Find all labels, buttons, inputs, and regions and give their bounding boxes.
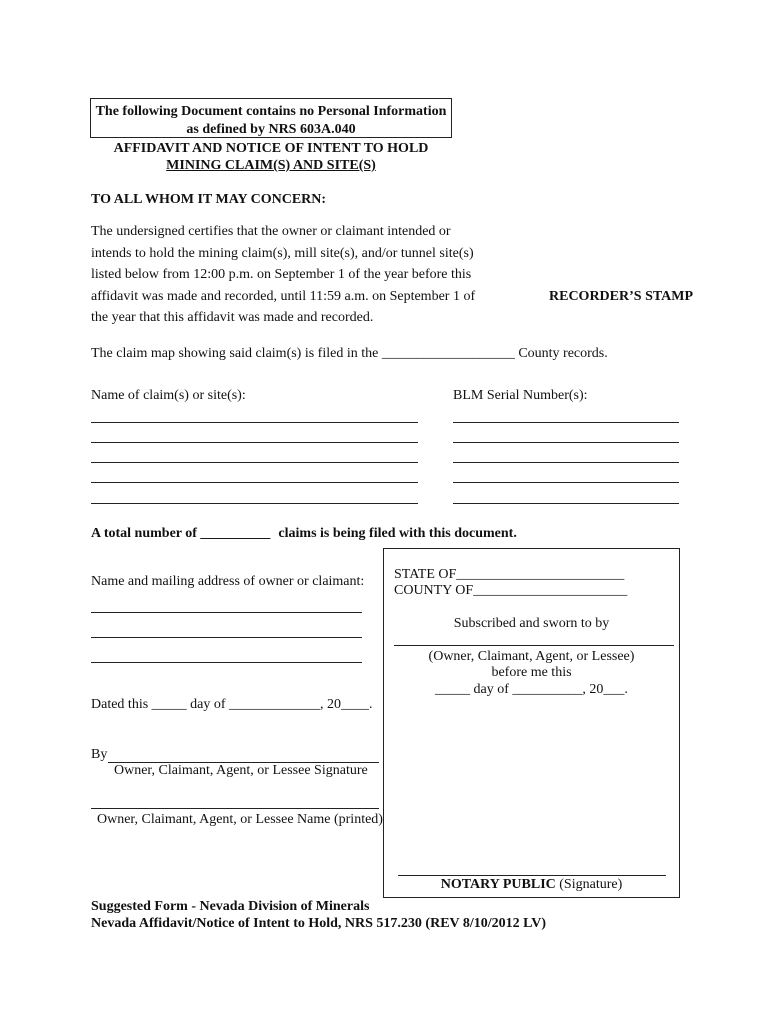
claim-map-statement[interactable]: The claim map showing said claim(s) is filed in the ___________________ County records. <box>91 346 608 361</box>
form-title-line-2 <box>90 158 452 174</box>
total-claims-statement[interactable] <box>91 526 517 542</box>
notary-block <box>383 548 680 898</box>
notary-county[interactable]: COUNTY OF______________________ <box>394 583 628 598</box>
blm-serial-field-3[interactable] <box>453 462 679 463</box>
total-claims-suffix: claims is being filed with this document. <box>278 526 517 541</box>
notary-before: before me this <box>491 665 572 680</box>
certification-line: the year that this affidavit was made and recorded. <box>91 310 374 325</box>
notary-public-label: NOTARY PUBLIC <box>440 877 556 892</box>
certification-line: intends to hold the mining claim(s), mill site(s), and/or tunnel site(s) <box>91 245 474 261</box>
total-claims-prefix: A total number of __________ <box>91 526 271 541</box>
claim-name-field-1[interactable] <box>91 422 418 423</box>
form-title-line-1: AFFIDAVIT AND NOTICE OF INTENT TO HOLD <box>113 141 429 156</box>
notice-line-1: The following Document contains no Personal Information <box>95 104 447 119</box>
notary-signature-field[interactable] <box>398 875 666 876</box>
claim-name-field-4[interactable] <box>91 482 418 483</box>
notary-subscribed: Subscribed and sworn to by <box>453 616 610 631</box>
owner-address-field-1[interactable] <box>91 612 362 613</box>
owner-address-field-2[interactable] <box>91 637 362 638</box>
claims-names-label: Name of claim(s) or site(s): <box>91 388 246 403</box>
notary-day[interactable]: _____ day of __________, 20___. <box>435 682 628 697</box>
blm-serial-field-5[interactable] <box>453 503 679 504</box>
claim-name-field-2[interactable] <box>91 442 418 443</box>
claim-name-field-5[interactable] <box>91 503 418 504</box>
printed-name-field[interactable] <box>91 808 379 809</box>
dated-line[interactable]: Dated this _____ day of _____________, 20____. <box>91 697 373 712</box>
by-label: By <box>91 747 108 762</box>
signature-caption: Owner, Claimant, Agent, or Lessee Signature <box>114 763 368 778</box>
claim-name-field-3[interactable] <box>91 462 418 463</box>
blm-serial-field-1[interactable] <box>453 422 679 423</box>
certification-paragraph <box>91 221 481 329</box>
recorders-stamp-label: RECORDER’S STAMP <box>549 289 694 304</box>
blm-serial-field-4[interactable] <box>453 482 679 483</box>
footer-line-1: Suggested Form - Nevada Division of Minerals <box>91 899 370 914</box>
certification-line: affidavit was made and recorded, until 11:59 a.m. on September 1 of <box>91 288 476 304</box>
notary-signature-label: (Signature) <box>555 877 623 892</box>
certification-line: The undersigned certifies that the owner or claimant intended or <box>91 224 451 239</box>
salutation: TO ALL WHOM IT MAY CONCERN: <box>91 192 327 207</box>
notary-signature-caption <box>384 877 679 893</box>
owner-address-label: Name and mailing address of owner or claimant: <box>91 574 365 589</box>
blm-serial-field-2[interactable] <box>453 442 679 443</box>
blm-serial-label: BLM Serial Number(s): <box>453 388 588 403</box>
certification-line: listed below from 12:00 p.m. on September 1 of the year before this <box>91 267 472 282</box>
printed-name-caption: Owner, Claimant, Agent, or Lessee Name (printed) <box>97 812 383 827</box>
notary-state[interactable]: STATE OF________________________ <box>394 567 625 582</box>
notary-affiant-field[interactable] <box>394 645 674 646</box>
footer-line-2: Nevada Affidavit/Notice of Intent to Hold, NRS 517.230 (REV 8/10/2012 LV) <box>91 916 547 931</box>
notice-line-2: as defined by NRS 603A.040 <box>186 122 356 137</box>
owner-address-field-3[interactable] <box>91 662 362 663</box>
notary-party-caption: (Owner, Claimant, Agent, or Lessee) <box>428 649 635 664</box>
form-title-underlined: MINING CLAIM(S) AND SITE(S) <box>166 158 376 173</box>
personal-info-notice <box>90 98 452 138</box>
